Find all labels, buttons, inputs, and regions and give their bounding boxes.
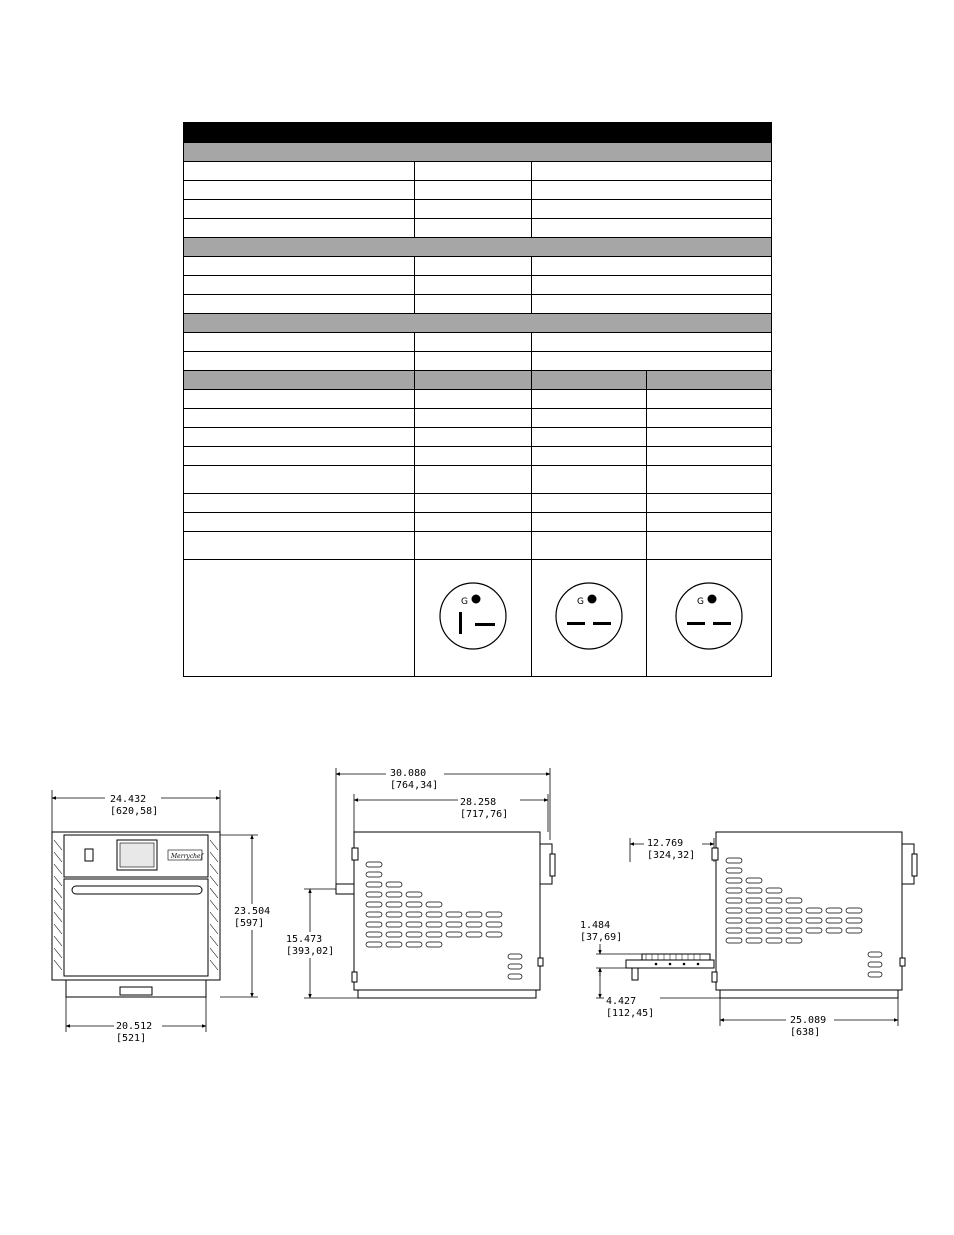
door-thickness-mm: [37,69] bbox=[580, 932, 623, 943]
front-width-mm: [620,58] bbox=[110, 806, 159, 817]
door-depth-in: 12.769 bbox=[647, 838, 684, 849]
door-depth-mm: [324,32] bbox=[647, 850, 696, 861]
table-title-bar bbox=[184, 123, 772, 143]
door-handle bbox=[72, 886, 202, 894]
power-switch-icon bbox=[85, 849, 93, 861]
side-view-open-drawing bbox=[570, 820, 930, 1050]
door-height-in: 4.427 bbox=[606, 996, 637, 1007]
table-row bbox=[184, 219, 772, 238]
ground-label: G bbox=[461, 597, 468, 607]
cabinet-depth-mm: [638] bbox=[790, 1027, 821, 1038]
front-height-mm: [597] bbox=[234, 918, 265, 929]
ground-label: G bbox=[697, 597, 704, 607]
overall-depth-mm: [764,34] bbox=[390, 780, 439, 791]
plug-t-slot-icon bbox=[433, 576, 513, 656]
plug-parallel-icon bbox=[549, 576, 629, 656]
table-section-header bbox=[184, 143, 772, 162]
base-width-mm: [521] bbox=[116, 1033, 147, 1044]
handle-height-in: 15.473 bbox=[286, 934, 323, 945]
table-row bbox=[184, 333, 772, 352]
spec-table bbox=[183, 122, 772, 677]
overall-depth-in: 30.080 bbox=[390, 768, 427, 779]
table-section-header bbox=[184, 238, 772, 257]
svg-text:Merrychef: Merrychef bbox=[171, 853, 203, 860]
table-section-header bbox=[184, 314, 772, 333]
door-height-mm: [112,45] bbox=[606, 1008, 655, 1019]
table-row bbox=[184, 352, 772, 371]
side-view-drawing bbox=[280, 760, 580, 1040]
handle-height-mm: [393,02] bbox=[286, 946, 335, 957]
table-row bbox=[184, 390, 772, 409]
ground-label: G bbox=[577, 597, 584, 607]
plug-row bbox=[184, 560, 772, 677]
table-electrical-header bbox=[184, 371, 772, 390]
table-row bbox=[184, 200, 772, 219]
table-row bbox=[184, 428, 772, 447]
table-row bbox=[184, 494, 772, 513]
body-depth-in: 28.258 bbox=[460, 797, 497, 808]
table-row bbox=[184, 257, 772, 276]
front-height-in: 23.504 bbox=[234, 906, 271, 917]
table-row bbox=[184, 295, 772, 314]
base-width-in: 20.512 bbox=[116, 1021, 153, 1032]
table-row bbox=[184, 532, 772, 560]
table-row bbox=[184, 276, 772, 295]
door-thickness-in: 1.484 bbox=[580, 920, 611, 931]
front-width-in: 24.432 bbox=[110, 794, 147, 805]
table-row bbox=[184, 162, 772, 181]
plug-parallel-icon bbox=[669, 576, 749, 656]
body-depth-mm: [717,76] bbox=[460, 809, 509, 820]
table-row bbox=[184, 513, 772, 532]
table-row bbox=[184, 447, 772, 466]
front-view-drawing bbox=[0, 780, 300, 1060]
table-row bbox=[184, 466, 772, 494]
cabinet-depth-in: 25.089 bbox=[790, 1015, 827, 1026]
table-row bbox=[184, 409, 772, 428]
table-row bbox=[184, 181, 772, 200]
